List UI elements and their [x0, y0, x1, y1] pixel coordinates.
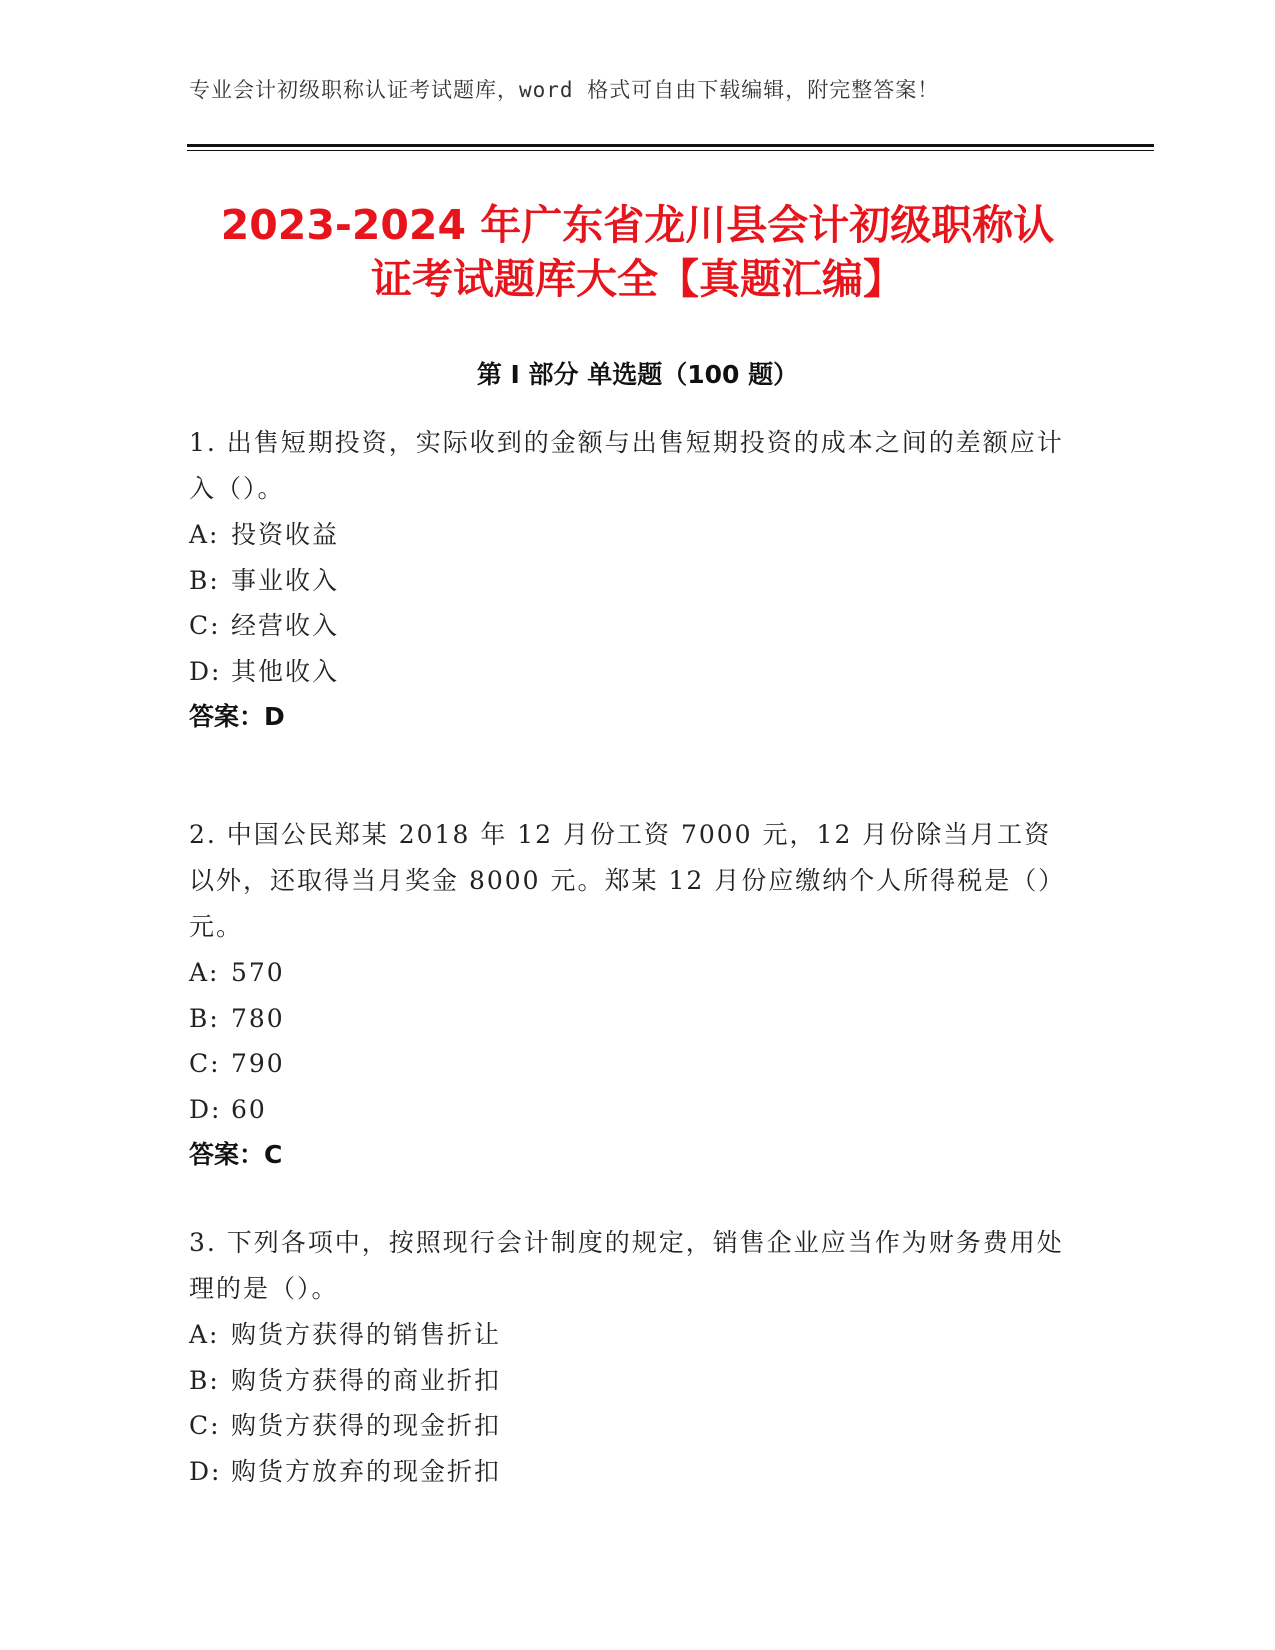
option-b	[189, 558, 1069, 604]
question-stem: 2. 中国公民郑某 2018 年 12 月份工资 7000 元，12 月份除当月工资以外，还取得当月奖金 8000 元。郑某 12 月份应缴纳个人所得税是（）元。	[189, 820, 1066, 941]
option-list	[189, 1312, 1069, 1494]
title-line-1: 2023-2024 年广东省龙川县会计初级职称认	[220, 201, 1055, 249]
option-b	[189, 996, 1069, 1042]
option-text: 790	[231, 1049, 285, 1078]
question-1	[189, 420, 1069, 740]
option-d	[189, 1449, 1069, 1495]
option-text: 购货方获得的现金折扣	[231, 1411, 502, 1440]
option-key: D:	[189, 656, 222, 686]
answer: 答案：C	[189, 1140, 283, 1169]
option-c	[189, 1041, 1069, 1087]
question-stem: 1. 出售短期投资，实际收到的金额与出售短期投资的成本之间的差额应计入（）。	[189, 428, 1064, 503]
document-title	[150, 198, 1125, 306]
option-c	[189, 603, 1069, 649]
option-text: 购货方放弃的现金折扣	[231, 1456, 502, 1486]
answer: 答案：D	[189, 702, 285, 731]
option-key: D:	[189, 1456, 222, 1486]
header-rule-thin	[187, 150, 1154, 151]
option-key: B:	[189, 1003, 220, 1033]
option-text: 经营收入	[231, 611, 340, 640]
question-2	[189, 812, 1069, 1178]
option-key: A:	[189, 958, 220, 987]
option-text: 购货方获得的销售折让	[231, 1320, 502, 1349]
option-key: C:	[189, 611, 221, 640]
option-text: 事业收入	[231, 565, 340, 595]
option-text: 购货方获得的商业折扣	[231, 1365, 502, 1395]
option-text: 780	[231, 1003, 285, 1033]
option-key: B:	[189, 565, 220, 595]
option-d	[189, 649, 1069, 695]
option-text: 其他收入	[231, 656, 340, 686]
option-b	[189, 1358, 1069, 1404]
option-key: A:	[189, 1320, 220, 1349]
option-key: B:	[189, 1365, 220, 1395]
option-c	[189, 1403, 1069, 1449]
option-a	[189, 512, 1069, 558]
question-stem: 3. 下列各项中，按照现行会计制度的规定，销售企业应当作为财务费用处理的是（）。	[189, 1228, 1064, 1303]
option-key: A:	[189, 520, 220, 549]
option-key: C:	[189, 1411, 221, 1440]
title-line-2: 证考试题库大全【真题汇编】	[371, 255, 904, 303]
question-3	[189, 1220, 1069, 1494]
option-key: C:	[189, 1049, 221, 1078]
option-key: D:	[189, 1094, 222, 1124]
option-text: 投资收益	[231, 520, 340, 549]
option-text: 570	[231, 958, 285, 987]
option-a	[189, 1312, 1069, 1358]
option-text: 60	[231, 1094, 267, 1124]
header-rule-thick	[187, 144, 1154, 147]
option-list	[189, 950, 1069, 1132]
option-a	[189, 950, 1069, 996]
option-list	[189, 512, 1069, 694]
header-note: 专业会计初级职称认证考试题库，word 格式可自由下载编辑，附完整答案！	[189, 78, 940, 102]
section-heading: 第 I 部分 单选题（100 题）	[476, 360, 799, 389]
option-d	[189, 1087, 1069, 1133]
